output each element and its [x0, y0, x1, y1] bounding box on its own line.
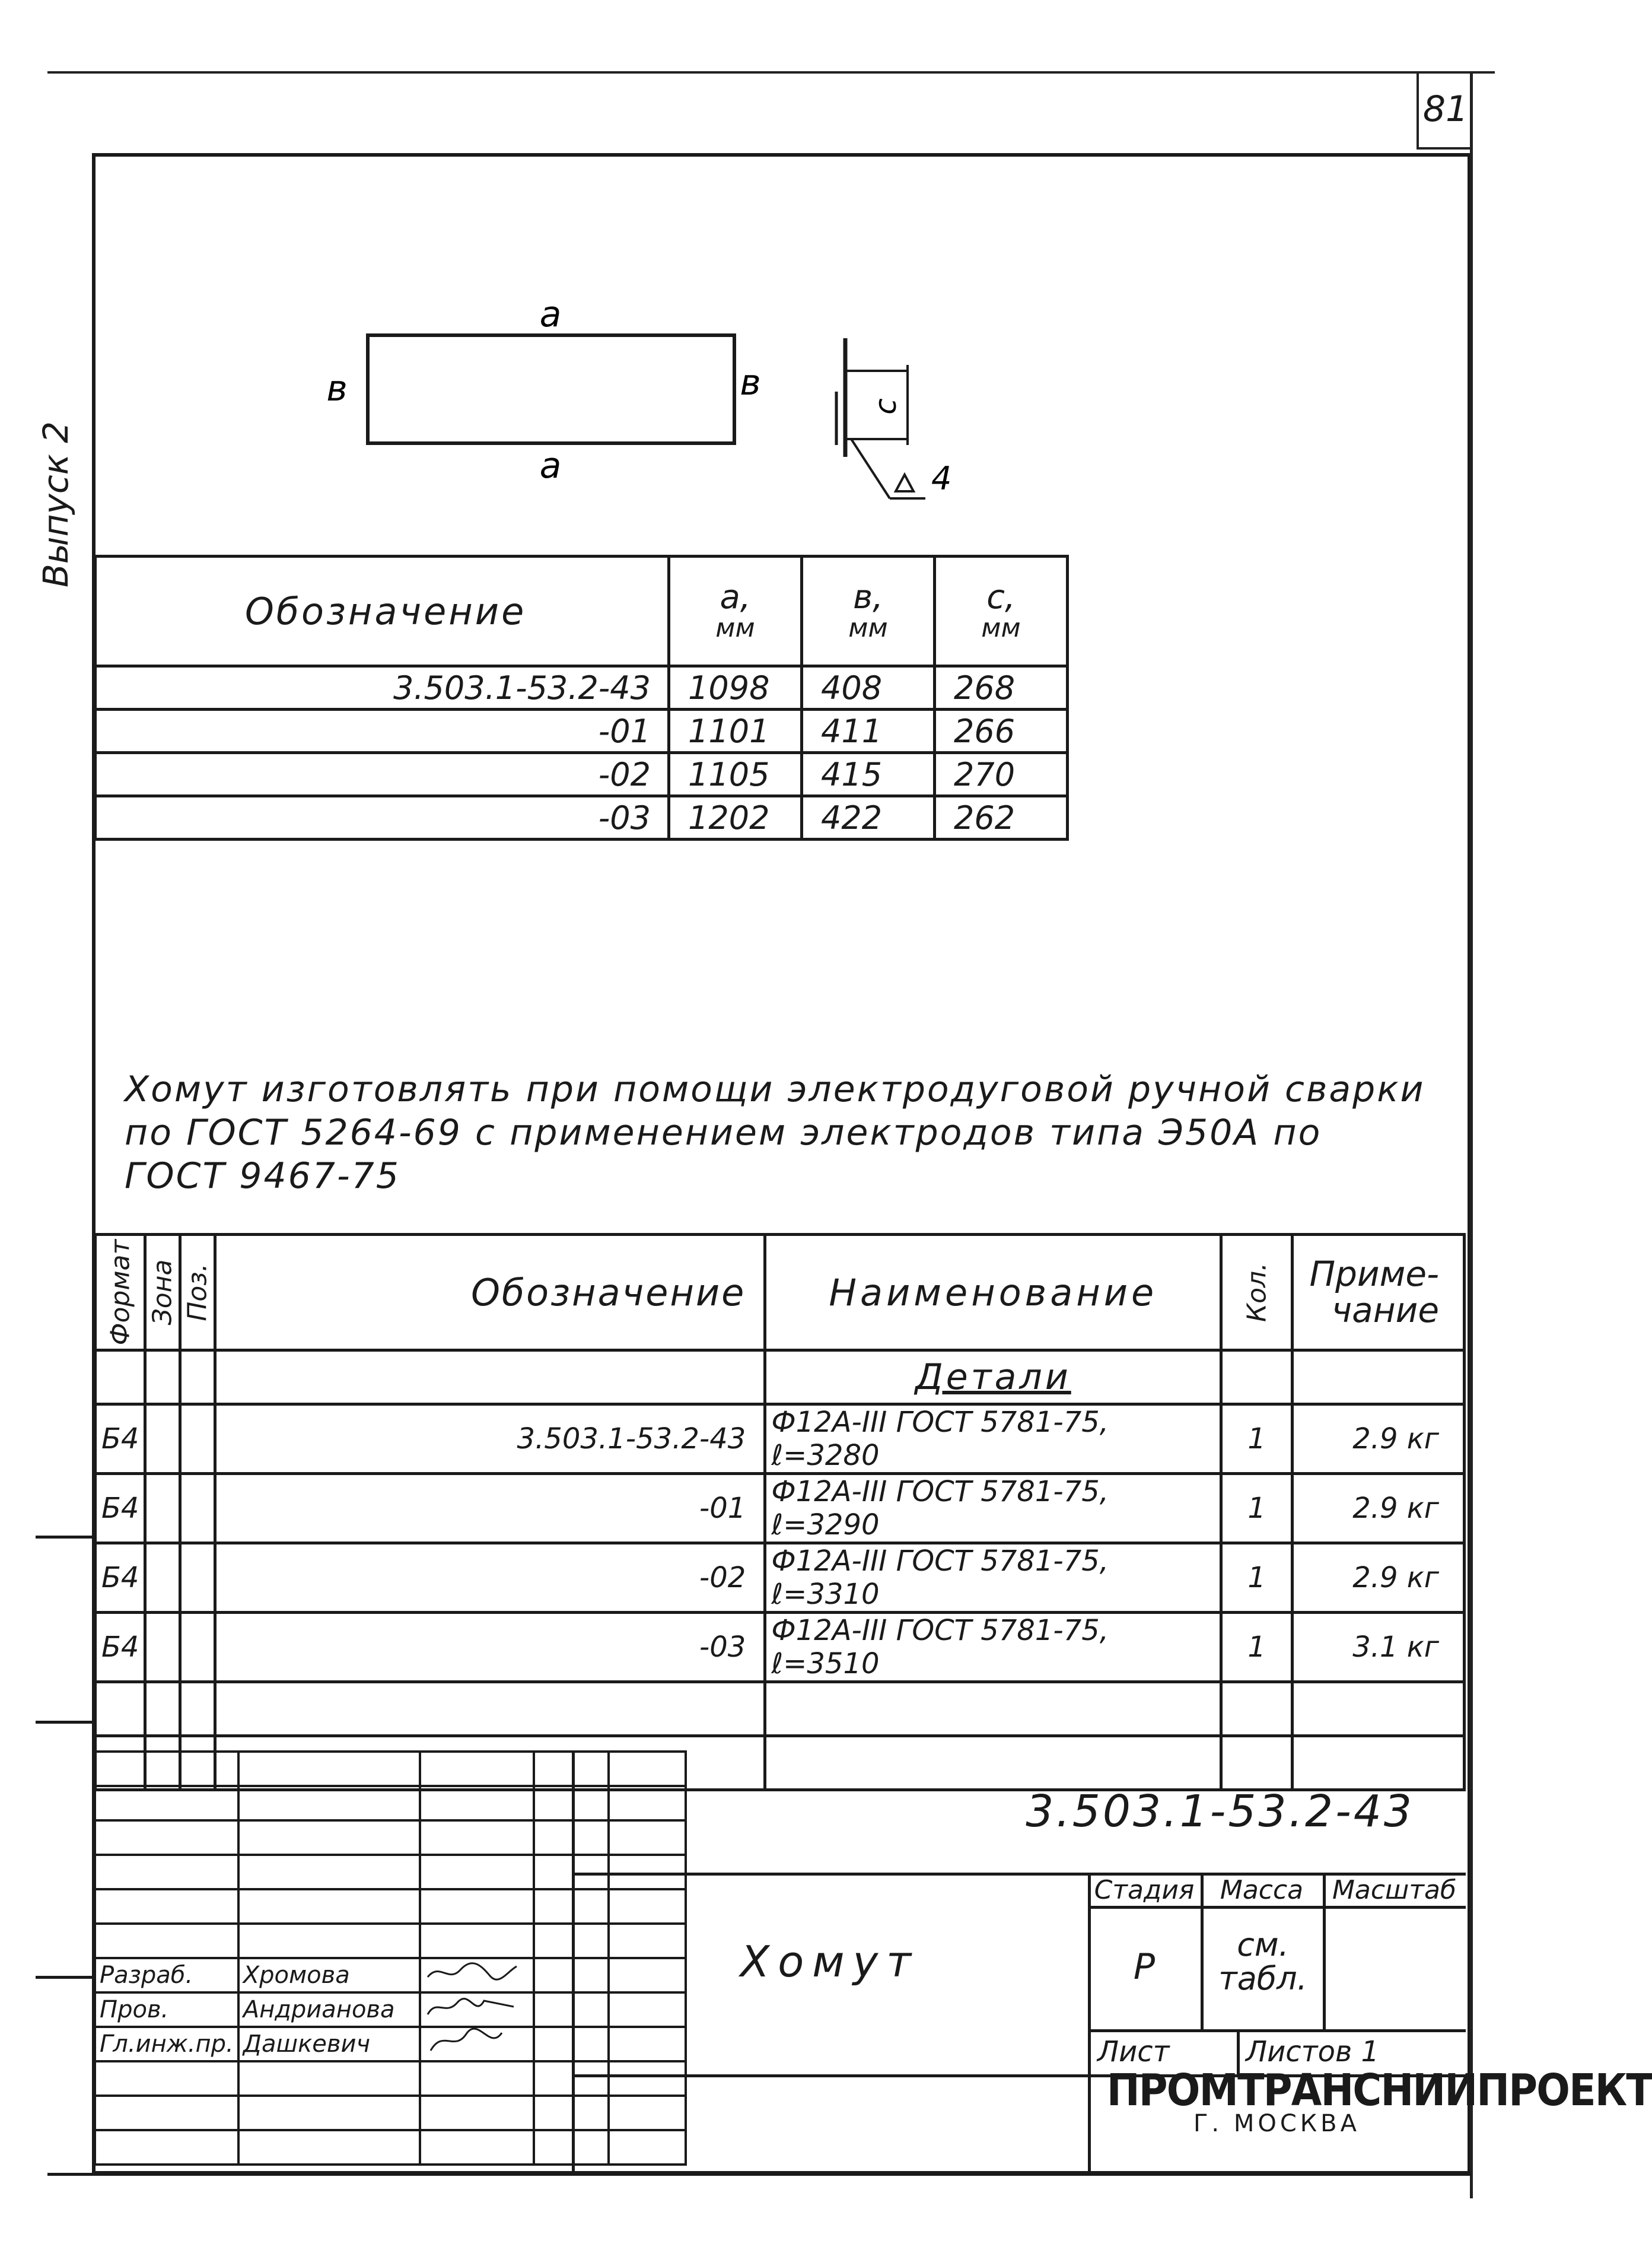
mass-label: Масса	[1220, 1875, 1304, 1905]
sheet-number: 81	[1417, 71, 1472, 150]
signature-mark	[425, 1994, 520, 2020]
signature-mark	[425, 1959, 520, 1985]
stage-label: Стадия	[1094, 1875, 1195, 1905]
table-row	[96, 1350, 1465, 1404]
signature-row: Гл.инж.пр. Дашкевич	[95, 2027, 686, 2061]
tb-line	[1088, 2029, 1466, 2032]
organization-name: ПРОМТРАНСНИИПРОЕКТ	[1106, 2065, 1652, 2116]
table-row: -03 1202 422 262	[96, 796, 1068, 840]
organization-city: Г. МОСКВА	[1193, 2110, 1360, 2137]
spec-header-name: Наименование	[765, 1235, 1221, 1350]
table-row: Б4 -01 Ф12А-III ГОСТ 5781-75, ℓ=3290 1 2.9 кг	[96, 1474, 1465, 1543]
table-row	[96, 1682, 1465, 1736]
spec-header-zone: Зона	[145, 1235, 180, 1350]
table-row: -01 1101 411 266	[96, 710, 1068, 753]
weld-detail	[836, 338, 951, 498]
frame-right-line	[1470, 71, 1473, 2198]
dim-b-left: в	[326, 368, 348, 409]
clamp-outline	[368, 335, 734, 443]
dim-header-b: в, мм	[802, 557, 935, 666]
signature-row: Разраб. Хромова	[95, 1958, 686, 1992]
mass-value: см. табл.	[1218, 1926, 1307, 1997]
table-row: 3.503.1-53.2-43 1098 408 268	[96, 666, 1068, 710]
organization-stamp	[1088, 2065, 1652, 2137]
dim-header-c: с, мм	[935, 557, 1068, 666]
dim-a-top: а	[539, 294, 562, 335]
document-code: 3.503.1-53.2-43	[1026, 1786, 1414, 1837]
signature-row: Пров. Андрианова	[95, 1992, 686, 2027]
table-row: -02 1105 415 270	[96, 753, 1068, 796]
welding-note	[125, 1068, 1430, 1199]
clamp-sketch	[297, 261, 1008, 522]
dim-header-designation: Обозначение	[96, 557, 669, 666]
spec-header-designation: Обозначение	[215, 1235, 765, 1350]
document-title: Хомут	[740, 1937, 920, 1987]
signature-mark	[425, 2028, 520, 2054]
specification-table	[94, 1233, 1466, 1791]
dimension-table	[94, 555, 1069, 841]
table-row: Б4 -02 Ф12А-III ГОСТ 5781-75, ℓ=3310 1 2.9 кг	[96, 1543, 1465, 1613]
dim-b-right: в	[740, 362, 761, 403]
note-line: по ГОСТ 5264-69 с применением электродов типа Э50А по	[125, 1112, 1322, 1154]
margin-tick	[36, 1976, 95, 1979]
frame-bottom-line	[47, 2173, 1471, 2176]
dim-a-bottom: а	[539, 445, 562, 487]
frame-top-line	[47, 71, 1495, 74]
margin-tick	[36, 1536, 95, 1539]
spec-header-note: Приме-чание	[1292, 1235, 1464, 1350]
note-line: ГОСТ 9467-75	[125, 1155, 400, 1197]
spec-header-pos: Поз.	[180, 1235, 215, 1350]
table-row: Б4 3.503.1-53.2-43 Ф12А-III ГОСТ 5781-75, ℓ=3280 1 2.9 кг	[96, 1404, 1465, 1474]
weld-size-label: 4	[931, 460, 952, 497]
spec-header-qty: Кол.	[1221, 1235, 1293, 1350]
dim-c-label: с	[868, 398, 903, 415]
sheets-label: Листов 1	[1246, 2035, 1380, 2068]
scale-label: Масштаб	[1332, 1875, 1457, 1905]
dim-header-a: а, мм	[669, 557, 802, 666]
margin-tick	[36, 1721, 95, 1724]
note-line: Хомут изготовлять при помощи электродуговой ручной сварки	[125, 1069, 1425, 1110]
spec-header-format: Формат	[96, 1235, 145, 1350]
sheet-label: Лист	[1097, 2035, 1170, 2068]
stage-value: Р	[1133, 1946, 1156, 1988]
table-row: Б4 -03 Ф12А-III ГОСТ 5781-75, ℓ=3510 1 3.1 кг	[96, 1613, 1465, 1682]
side-label: Выпуск 2	[36, 421, 76, 587]
section-title: Детали	[765, 1350, 1221, 1404]
tb-line	[1088, 1906, 1466, 1909]
